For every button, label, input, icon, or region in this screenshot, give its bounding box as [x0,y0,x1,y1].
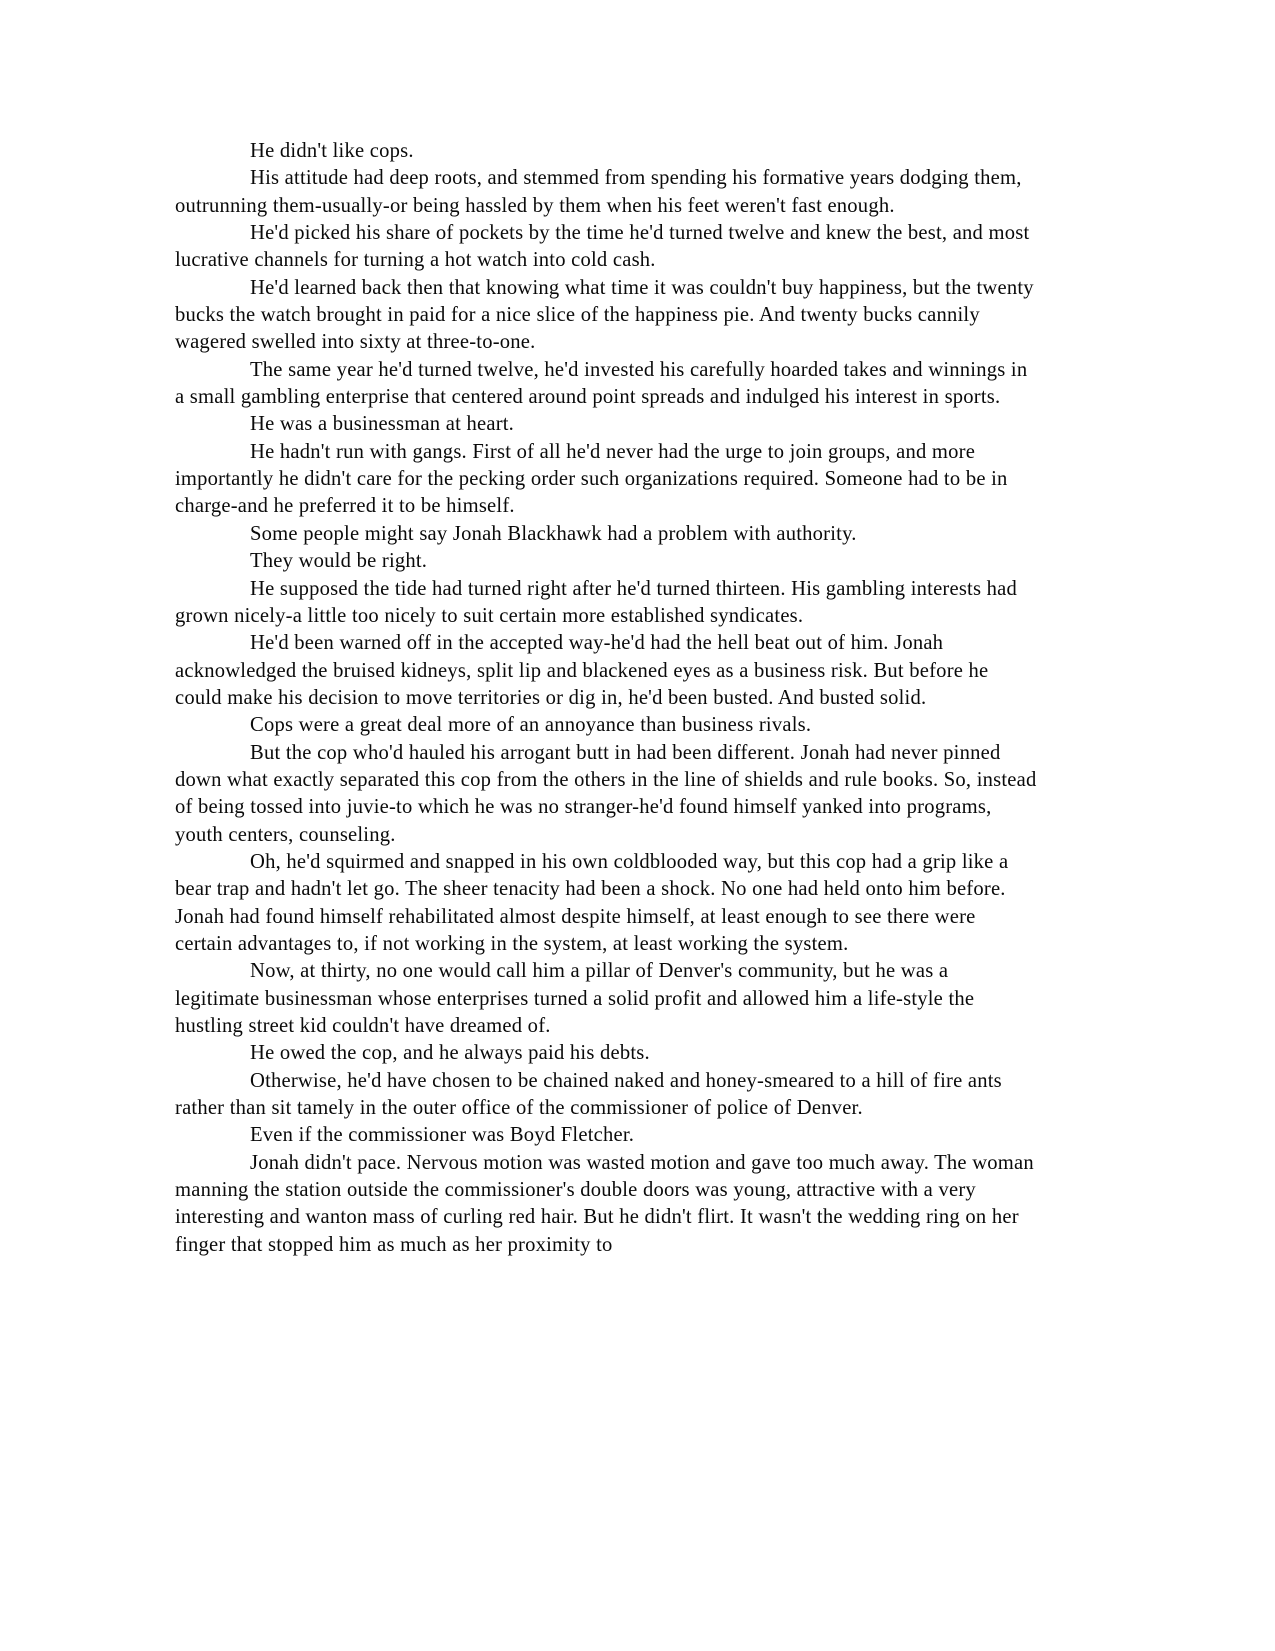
paragraph: Even if the commissioner was Boyd Fletcher. [250,1124,635,1147]
body-text-column [175,138,1037,1259]
paragraph: But the cop who'd hauled his arrogant butt in had been different. Jonah had never pinned down what exactly separated this cop from the others in the line of shields and rule books. So, instead of being tossed into juvie-to which he was no stranger-he'd found himself yanked into programs, youth centers, counseling. [175,741,1037,846]
paragraph: Now, at thirty, no one would call him a pillar of Denver's community, but he was a legitimate businessman whose enterprises turned a solid profit and allowed him a life-style the hustling street kid couldn't have dreamed of. [175,960,975,1037]
paragraph: Oh, he'd squirmed and snapped in his own coldblooded way, but this cop had a grip like a bear trap and hadn't let go. The sheer tenacity had been a shock. No one had held onto him before. Jonah had found himself rehabilitated almost despite himself, at least enough to see there were certain advantages to, if not working in the system, at least working the system. [175,850,1009,955]
paragraph: He supposed the tide had turned right after he'd turned thirteen. His gambling interests had grown nicely-a little too nicely to suit certain more established syndicates. [175,577,1017,627]
paragraph: He was a businessman at heart. [250,413,515,436]
paragraph: He hadn't run with gangs. First of all he'd never had the urge to join groups, and more importantly he didn't care for the pecking order such organizations required. Someone had to be in charge-and he preferred it to be himself. [175,440,1008,518]
paragraph: He'd been warned off in the accepted way-he'd had the hell beat out of him. Jonah acknowledged the bruised kidneys, split lip and blackened eyes as a business risk. But before he could make his decision to move territories or dig in, he'd been busted. And busted solid. [175,632,989,709]
paragraph: Jonah didn't pace. Nervous motion was wasted motion and gave too much away. The woman manning the station outside the commissioner's double doors was young, attractive with a very interesting and wanton mass of curling red hair. But he didn't flirt. It wasn't the wedding ring on her finger that stopped him as much as her proximity to [175,1151,1034,1256]
paragraph: He owed the cop, and he always paid his debts. [250,1042,650,1065]
paragraph: Some people might say Jonah Blackhawk had a problem with authority. [250,522,857,545]
paragraph: The same year he'd turned twelve, he'd invested his carefully hoarded takes and winnings in a small gambling enterprise that centered around point spreads and indulged his interest in sports. [175,358,1028,409]
paragraph: Cops were a great deal more of an annoyance than business rivals. [250,714,812,737]
paragraph: He'd picked his share of pockets by the time he'd turned twelve and knew the best, and most lucrative channels for turning a hot watch into cold cash. [175,222,1030,272]
paragraph: Otherwise, he'd have chosen to be chained naked and honey-smeared to a hill of fire ants rather than sit tamely in the outer office of the commissioner of police of Denver. [175,1069,1002,1120]
paragraph: He didn't like cops. [250,140,414,162]
paragraph: He'd learned back then that knowing what time it was couldn't buy happiness, but the twenty bucks the watch brought in paid for a nice slice of the happiness pie. And twenty bucks cannily wagered swelled into sixty at three-to-one. [175,276,1034,354]
paragraph: His attitude had deep roots, and stemmed from spending his formative years dodging them, outrunning them-usually-or being hassled by them when his feet weren't fast enough. [175,167,1022,217]
paragraph: They would be right. [250,550,428,573]
